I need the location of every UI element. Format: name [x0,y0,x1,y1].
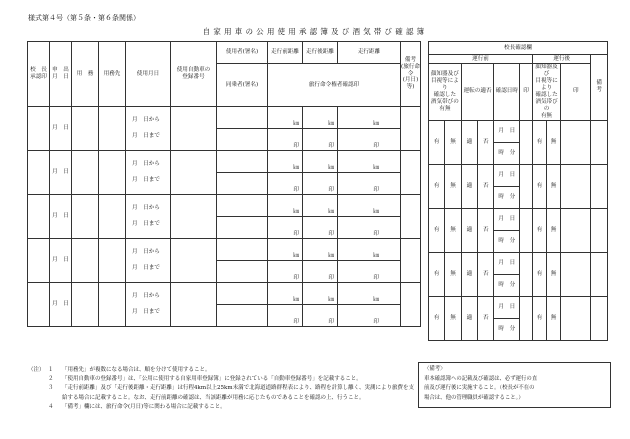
check-stamp-after-cell[interactable] [561,120,591,164]
alcohol-yes-before[interactable]: 有 [429,252,445,296]
note-label: （注） [28,367,45,373]
header-passenger-sign: 同乗者(署名) [217,64,268,107]
table-row [28,283,421,305]
km-unit: ㎞ [293,253,299,260]
drive-suitable[interactable]: 適 [461,208,477,252]
table-row [429,252,608,274]
stamp-label: 印 [328,275,334,282]
vehicle-registration-cell[interactable] [171,195,217,239]
alcohol-yes-before[interactable]: 有 [429,164,445,208]
task-cell[interactable] [72,239,99,283]
note-item [28,403,416,412]
drive-unsuitable[interactable]: 否 [478,208,494,252]
remark-line: 前及び運行後に実施すること。（校長が不在の [424,385,535,392]
month-day-label: 月 日 [52,301,69,307]
header-odometer-before: 走行前距離 [268,42,303,64]
travel-stamp-cell[interactable] [338,305,401,327]
km-unit: ㎞ [328,121,334,128]
odometer-after-cell[interactable] [303,283,338,305]
km-unit: ㎞ [328,297,334,304]
distance-cell[interactable] [338,107,401,129]
odometer-after-cell[interactable] [303,107,338,129]
header-application-date: 申 出 月 日 [50,42,72,107]
alcohol-no-before[interactable]: 無 [445,296,461,340]
check-stamp-cell[interactable] [520,164,533,208]
vehicle-registration-cell[interactable] [171,283,217,327]
destination-cell[interactable] [99,239,126,283]
travel-stamp-cell[interactable] [268,261,303,283]
odometer-before-cell[interactable] [268,195,303,217]
alcohol-yes-before[interactable]: 有 [429,120,445,164]
note-item [28,384,416,402]
principal-stamp-cell[interactable] [28,107,50,151]
right-remarks-cell[interactable] [591,208,608,252]
km-unit: ㎞ [373,253,380,260]
table-row [429,208,608,230]
check-stamp-cell[interactable] [520,208,533,252]
stamp-label: 印 [293,231,299,238]
note-number: ３ [48,385,54,392]
stamp-label: 印 [373,143,380,150]
approval-table [27,41,421,327]
remark-line: 場合は、他の管理職員が確認すること。） [424,394,524,401]
travel-stamp-cell[interactable] [268,129,303,151]
remarks-cell[interactable] [401,283,421,327]
distance-cell[interactable] [338,195,401,217]
travel-stamp-cell[interactable] [338,173,401,195]
from-date-label: 月 日から [132,161,160,168]
user-sign-cell[interactable] [217,151,268,173]
header-driving-suitability: 運転の適否 [461,64,494,121]
to-date-label: 月 日まで [132,177,160,183]
task-cell[interactable] [72,283,99,327]
vehicle-registration-cell[interactable] [171,107,217,151]
application-date-cell[interactable] [50,151,72,195]
user-sign-cell[interactable] [217,239,268,261]
header-alcohol-check-before: 顔知器及び 目視等により 確認した 酒気帯びの 有無 [429,64,462,121]
check-date-cell[interactable]: 月 日 [494,296,520,318]
distance-cell[interactable] [338,151,401,173]
stamp-label: 印 [373,231,380,238]
remarks-cell[interactable] [401,151,421,195]
header-check-datetime: 確認日時 [494,64,520,121]
note-label [28,375,48,384]
check-time-cell[interactable]: 時 分 [494,186,520,208]
alcohol-no-before[interactable]: 無 [445,252,461,296]
from-date-label: 月 日から [132,117,160,124]
remark-box [418,362,611,408]
odometer-after-cell[interactable] [303,195,338,217]
travel-stamp-cell[interactable] [338,217,401,239]
to-date-label: 月 日まで [132,309,160,315]
application-date-cell[interactable] [50,107,72,151]
note-text: 「走行前距離」及び「走行後距離・走行距離」は行程4km以上25km未満で北海道道路群程表により、路程を計算し離く、実測により旅費を支給する場合に記載すること。なお、走行前距離の確認は、当該距離が用務に応じたものであることを確認の上、行うこと。 [62,385,414,401]
stamp-label: 印 [328,187,334,194]
alcohol-yes-after[interactable]: 有 [533,164,547,208]
travel-stamp-cell[interactable] [303,217,338,239]
drive-unsuitable[interactable]: 否 [478,296,494,340]
alcohol-no-after[interactable]: 無 [547,120,561,164]
km-unit: ㎞ [373,165,380,172]
use-date-cell[interactable] [126,283,171,327]
km-unit: ㎞ [373,297,380,304]
principal-stamp-cell[interactable] [28,283,50,327]
header-distance: 走行距離 [338,42,401,64]
table-row [28,195,421,217]
month-day-label: 月 日 [52,257,69,263]
remarks-cell[interactable] [401,107,421,151]
to-date-label: 月 日まで [132,221,160,227]
header-before-drive: 運行前 [429,55,533,64]
alcohol-yes-after[interactable]: 有 [533,252,547,296]
check-date-cell[interactable]: 月 日 [494,164,520,186]
km-unit: ㎞ [293,121,299,128]
form-number: 様式第４号（第５条・第６条関係） [28,14,140,22]
km-unit: ㎞ [328,209,334,216]
alcohol-yes-after[interactable]: 有 [533,120,547,164]
stamp-label: 印 [328,143,334,150]
application-date-cell[interactable] [50,195,72,239]
km-unit: ㎞ [293,297,299,304]
travel-stamp-cell[interactable] [268,305,303,327]
vehicle-registration-cell[interactable] [171,151,217,195]
table-row [429,164,608,186]
header-stamp: 印 [520,64,533,121]
alcohol-no-after[interactable]: 無 [547,164,561,208]
drive-unsuitable[interactable]: 否 [478,164,494,208]
header-principal-approval: 校 長 承認印 [28,42,50,107]
user-sign-cell[interactable] [217,107,268,129]
alcohol-yes-after[interactable]: 有 [533,208,547,252]
right-remarks-cell[interactable] [591,164,608,208]
drive-suitable[interactable]: 適 [461,120,477,164]
header-destination: 用務先 [99,42,126,107]
travel-stamp-cell[interactable] [268,217,303,239]
alcohol-no-after[interactable]: 無 [547,252,561,296]
note-label [28,403,48,412]
drive-unsuitable[interactable]: 否 [478,252,494,296]
remark-line: 車本確認簿への記載及び確認は、必ず運行の直 [424,375,538,382]
check-stamp-after-cell[interactable] [561,208,591,252]
destination-cell[interactable] [99,151,126,195]
travel-stamp-cell[interactable] [303,305,338,327]
travel-stamp-cell[interactable] [338,261,401,283]
note-text: 「用務先」が複数になる場合は、順を分けて使用すること。 [62,367,211,373]
note-label [28,384,48,402]
stamp-label: 印 [293,275,299,282]
vehicle-registration-cell[interactable] [171,239,217,283]
header-right-remarks: 備 考 [591,55,608,121]
header-after-drive: 運行後 [533,55,591,64]
header-task: 用 務 [72,42,99,107]
note-item [28,366,416,375]
from-date-label: 月 日から [132,249,160,256]
header-odometer-after: 走行後距離 [303,42,338,64]
table-row [429,296,608,318]
travel-stamp-cell[interactable] [303,261,338,283]
alcohol-no-before[interactable]: 無 [445,208,461,252]
travel-stamp-cell[interactable] [268,173,303,195]
from-date-label: 月 日から [132,293,160,300]
user-sign-cell[interactable] [217,195,268,217]
odometer-before-cell[interactable] [268,283,303,305]
km-unit: ㎞ [293,209,299,216]
alcohol-no-after[interactable]: 無 [547,296,561,340]
passenger-sign-cell[interactable] [217,129,268,151]
alcohol-check-table [428,41,608,341]
table-row [429,120,608,142]
stamp-label: 印 [328,319,334,326]
km-unit: ㎞ [373,209,380,216]
month-day-label: 月 日 [52,169,69,175]
task-cell[interactable] [72,151,99,195]
drive-suitable[interactable]: 適 [461,252,477,296]
km-unit: ㎞ [293,165,299,172]
notes-section [28,366,416,412]
task-cell[interactable] [72,195,99,239]
table-row [28,151,421,173]
stamp-label: 印 [373,275,380,282]
distance-cell[interactable] [338,283,401,305]
stamp-label: 印 [328,231,334,238]
remarks-cell[interactable] [401,239,421,283]
task-cell[interactable] [72,107,99,151]
alcohol-no-after[interactable]: 無 [547,208,561,252]
check-date-cell[interactable]: 月 日 [494,252,520,274]
check-time-cell[interactable]: 時 分 [494,274,520,296]
check-time-cell[interactable]: 時 分 [494,142,520,164]
km-unit: ㎞ [373,121,380,128]
stamp-label: 印 [373,187,380,194]
table-row [28,239,421,261]
from-date-label: 月 日から [132,205,160,212]
check-stamp-cell[interactable] [520,120,533,164]
check-stamp-cell[interactable] [520,296,533,340]
check-stamp-cell[interactable] [520,252,533,296]
header-use-date: 使用月日 [126,42,171,107]
check-time-cell[interactable]: 時 分 [494,230,520,252]
page-title: 自家用車の公用使用承認簿及び酒気帯び確認簿 [202,27,428,36]
use-date-cell[interactable] [126,239,171,283]
drive-suitable[interactable]: 適 [461,296,477,340]
right-remarks-cell[interactable] [591,120,608,164]
principal-stamp-cell[interactable] [28,239,50,283]
to-date-label: 月 日まで [132,265,160,271]
header-travel-order-stamp: 旅行命令権者確認印 [268,64,401,107]
passenger-sign-cell[interactable] [217,217,268,239]
distance-cell[interactable] [338,239,401,261]
destination-cell[interactable] [99,283,126,327]
stamp-label: 印 [293,187,299,194]
check-stamp-after-cell[interactable] [561,252,591,296]
note-text: 「備考」欄には、旅行命令(月日)等に関わる場合に記載すること。 [62,403,226,410]
month-day-label: 月 日 [52,213,69,219]
check-stamp-after-cell[interactable] [561,296,591,340]
header-stamp-after: 印 [561,64,591,121]
note-text: 「使用自動車の登録番号」は、「公用に使用する自家用車登録簿」に登録されている「自動車登録番号」を記載すること。 [62,376,362,383]
to-date-label: 月 日まで [132,133,160,139]
passenger-sign-cell[interactable] [217,261,268,283]
odometer-before-cell[interactable] [268,107,303,129]
remark-line: 〈備考〉 [424,366,446,372]
alcohol-yes-after[interactable]: 有 [533,296,547,340]
remarks-cell[interactable] [401,195,421,239]
destination-cell[interactable] [99,195,126,239]
application-date-cell[interactable] [50,283,72,327]
stamp-label: 印 [373,319,380,326]
right-remarks-cell[interactable] [591,252,608,296]
drive-unsuitable[interactable]: 否 [478,120,494,164]
user-sign-cell[interactable] [217,283,268,305]
use-date-cell[interactable] [126,107,171,151]
alcohol-yes-before[interactable]: 有 [429,296,445,340]
header-user-sign: 使用者(署名) [217,42,268,64]
stamp-label: 印 [293,143,299,150]
application-date-cell[interactable] [50,239,72,283]
travel-stamp-cell[interactable] [303,129,338,151]
odometer-before-cell[interactable] [268,151,303,173]
header-remarks: 備考 (旅行命令 (月日)等) [401,42,421,107]
odometer-before-cell[interactable] [268,239,303,261]
km-unit: ㎞ [328,165,334,172]
passenger-sign-cell[interactable] [217,173,268,195]
passenger-sign-cell[interactable] [217,305,268,327]
alcohol-no-before[interactable]: 無 [445,164,461,208]
drive-suitable[interactable]: 適 [461,164,477,208]
check-date-cell[interactable]: 月 日 [494,208,520,230]
check-time-cell[interactable]: 時 分 [494,318,520,340]
use-date-cell[interactable] [126,151,171,195]
note-number: １ [48,367,54,373]
odometer-after-cell[interactable] [303,151,338,173]
check-stamp-after-cell[interactable] [561,164,591,208]
km-unit: ㎞ [328,253,334,260]
note-number: ２ [48,376,54,383]
check-date-cell[interactable]: 月 日 [494,120,520,142]
header-alcohol-check-after: 顔知器及び 目視等により 確認した 酒気帯びの 有無 [533,64,561,121]
alcohol-no-before[interactable]: 無 [445,120,461,164]
header-vehicle-registration: 使用自動車の 登録番号 [171,42,217,107]
destination-cell[interactable] [99,107,126,151]
month-day-label: 月 日 [52,125,69,131]
odometer-after-cell[interactable] [303,239,338,261]
note-item [28,375,416,384]
header-principal-check: 校長確認欄 [429,42,608,55]
travel-stamp-cell[interactable] [338,129,401,151]
alcohol-yes-before[interactable]: 有 [429,208,445,252]
right-remarks-cell[interactable] [591,296,608,340]
principal-stamp-cell[interactable] [28,195,50,239]
travel-stamp-cell[interactable] [303,173,338,195]
note-number: ４ [48,403,54,410]
principal-stamp-cell[interactable] [28,151,50,195]
table-row [28,107,421,129]
stamp-label: 印 [293,319,299,326]
use-date-cell[interactable] [126,195,171,239]
